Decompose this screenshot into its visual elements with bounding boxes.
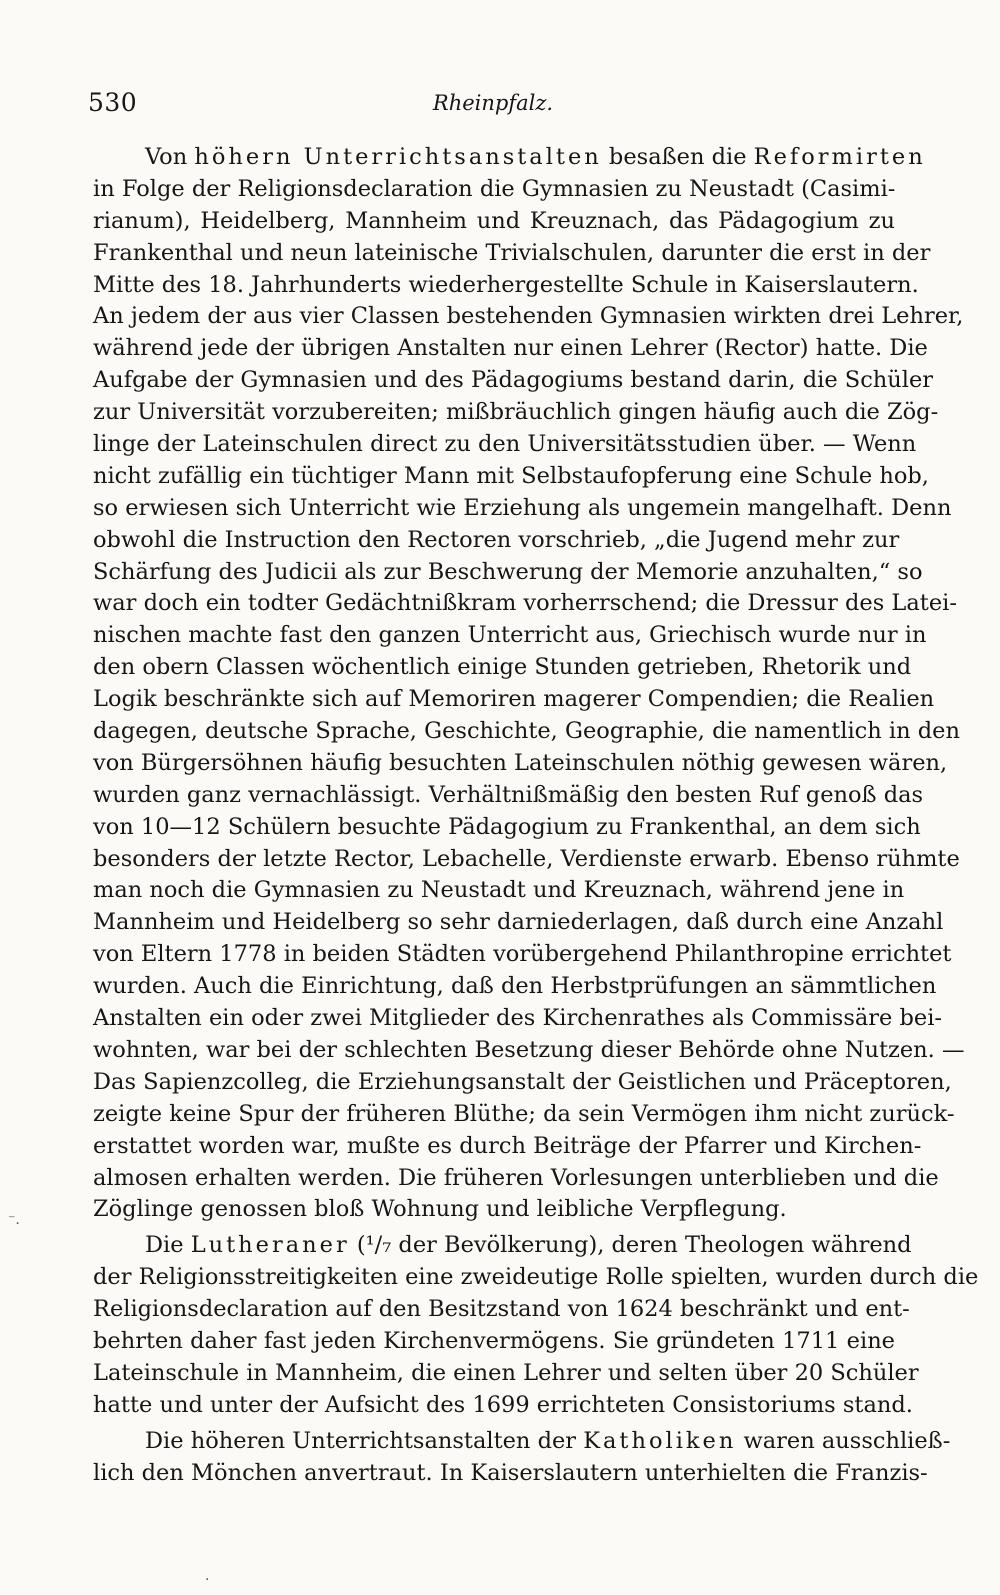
line-segment: Die höheren Unterrichtsanstalten der: [145, 1427, 584, 1454]
text-line: [93, 142, 926, 174]
text-line: zeigte keine Spur der früheren Blüthe; da sein Vermögen ihm nicht zurück-: [93, 1100, 955, 1127]
line-segment: Von: [145, 144, 195, 170]
text-line: Das Sapienzcolleg, die Erziehungsanstalt der Geistlichen und Präceptoren,: [93, 1068, 952, 1095]
text-line: An jedem der aus vier Classen bestehenden Gymnasien wirkten drei Lehrer,: [93, 303, 964, 330]
text-line: Logik beschränkte sich auf Memoriren magerer Compendien; die Realien: [93, 686, 935, 713]
text-line: man noch die Gymnasien zu Neustadt und Kreuznach, während jene in: [93, 877, 905, 904]
text-line: den obern Classen wöchentlich einige Stunden getrieben, Rhetorik und: [93, 654, 912, 681]
emphasized-text: Reformirten: [753, 144, 926, 170]
text-line: lich den Mönchen anvertraut. In Kaiserslautern unterhielten die Franzis-: [93, 1459, 928, 1486]
text-line: Mitte des 18. Jahrhunderts wiederhergestellte Schule in Kaiserslautern.: [93, 271, 919, 298]
line-segment: Die: [145, 1232, 191, 1259]
text-line: wurden ganz vernachlässigt. Verhältnißmäßig den besten Ruf genoß das: [93, 781, 924, 808]
emphasized-text: Katholiken: [583, 1427, 737, 1454]
text-line: nischen machte fast den ganzen Unterricht aus, Griechisch wurde nur in: [93, 622, 927, 649]
line-segment: (¹/₇ der Bevölkerung), deren Theologen während: [349, 1232, 912, 1259]
text-line: hatte und unter der Aufsicht des 1699 errichteten Consistoriums stand.: [93, 1391, 913, 1418]
text-line: Religionsdeclaration auf den Besitzstand von 1624 beschränkt und ent-: [93, 1296, 910, 1323]
text-line: Zöglinge genossen bloß Wohnung und leibliche Verpflegung.: [93, 1196, 787, 1223]
text-line: erstattet worden war, mußte es durch Beiträge der Pfarrer und Kirchen-: [93, 1132, 922, 1159]
text-line: Mannheim und Heidelberg so sehr darniederlagen, daß durch eine Anzahl: [93, 909, 944, 936]
page-header: [88, 88, 898, 128]
line-segment: besaßen die: [601, 144, 754, 170]
emphasized-text: Lutheraner: [190, 1232, 350, 1259]
page-number: 530: [88, 88, 138, 117]
text-line: obwohl die Instruction den Rectoren vorschrieb, „die Jugend mehr zur: [93, 526, 900, 553]
text-line: almosen erhalten werden. Die früheren Vorlesungen unterblieben und die: [93, 1164, 939, 1191]
text-line: dagegen, deutsche Sprache, Geschichte, Geographie, die namentlich in den: [93, 718, 960, 745]
margin-mark: ·: [205, 1572, 210, 1588]
text-line: Schärfung des Judicii als zur Beschwerung der Memorie anzuhalten,“ so: [93, 558, 923, 585]
text-line: nicht zufällig ein tüchtiger Mann mit Selbstaufopferung eine Schule hob,: [93, 462, 929, 489]
text-line: rianum), Heidelberg, Mannheim und Kreuznach, das Pädagogium zu: [93, 207, 895, 234]
line-segment: waren ausschließ-: [736, 1427, 951, 1454]
text-line: der Religionsstreitigkeiten eine zweideutige Rolle spielten, wurden durch die: [93, 1264, 979, 1291]
text-line: in Folge der Religionsdeclaration die Gymnasien zu Neustadt (Casimi-: [93, 175, 896, 202]
text-line: zur Universität vorzubereiten; mißbräuchlich gingen häufig auch die Zög-: [93, 399, 939, 426]
text-line: so erwiesen sich Unterricht wie Erziehung als ungemein mangelhaft. Denn: [93, 494, 952, 521]
emphasized-text: höhern Unterrichtsanstalten: [194, 144, 602, 170]
text-line: Anstalten ein oder zwei Mitglieder des Kirchenrathes als Commissäre bei-: [93, 1005, 943, 1032]
text-line: während jede der übrigen Anstalten nur einen Lehrer (Rector) hatte. Die: [93, 335, 928, 362]
margin-mark: ⁻.: [8, 1212, 20, 1228]
text-line: besonders der letzte Rector, Lebachelle, Verdienste erwarb. Ebenso rühmte: [93, 845, 960, 872]
text-line: von 10—12 Schülern besuchte Pädagogium zu Frankenthal, an dem sich: [93, 813, 921, 840]
text-line: von Eltern 1778 in beiden Städten vorübergehend Philanthropine errichtet: [93, 941, 952, 968]
text-line: behrten daher fast jeden Kirchenvermögens. Sie gründeten 1711 eine: [93, 1327, 895, 1354]
text-line: wurden. Auch die Einrichtung, daß den Herbstprüfungen an sämmtlichen: [93, 973, 937, 1000]
text-line: Lateinschule in Mannheim, die einen Lehrer und selten über 20 Schüler: [93, 1359, 919, 1386]
running-head: Rheinpfalz.: [432, 91, 554, 115]
body-text: [93, 142, 979, 1489]
text-line: linge der Lateinschulen direct zu den Universitätsstudien über. — Wenn: [93, 431, 917, 458]
text-line: von Bürgersöhnen häufig besuchten Lateinschulen nöthig gewesen wären,: [93, 749, 948, 776]
text-line: [93, 1426, 951, 1458]
text-line: [93, 1230, 912, 1262]
text-line: wohnten, war bei der schlechten Besetzung dieser Behörde ohne Nutzen. —: [93, 1036, 965, 1063]
text-line: Aufgabe der Gymnasien und des Pädagogiums bestand darin, die Schüler: [93, 367, 934, 394]
text-line: war doch ein todter Gedächtnißkram vorherrschend; die Dressur des Latei-: [93, 590, 957, 617]
text-line: Frankenthal und neun lateinische Trivialschulen, darunter die erst in der: [93, 239, 931, 266]
